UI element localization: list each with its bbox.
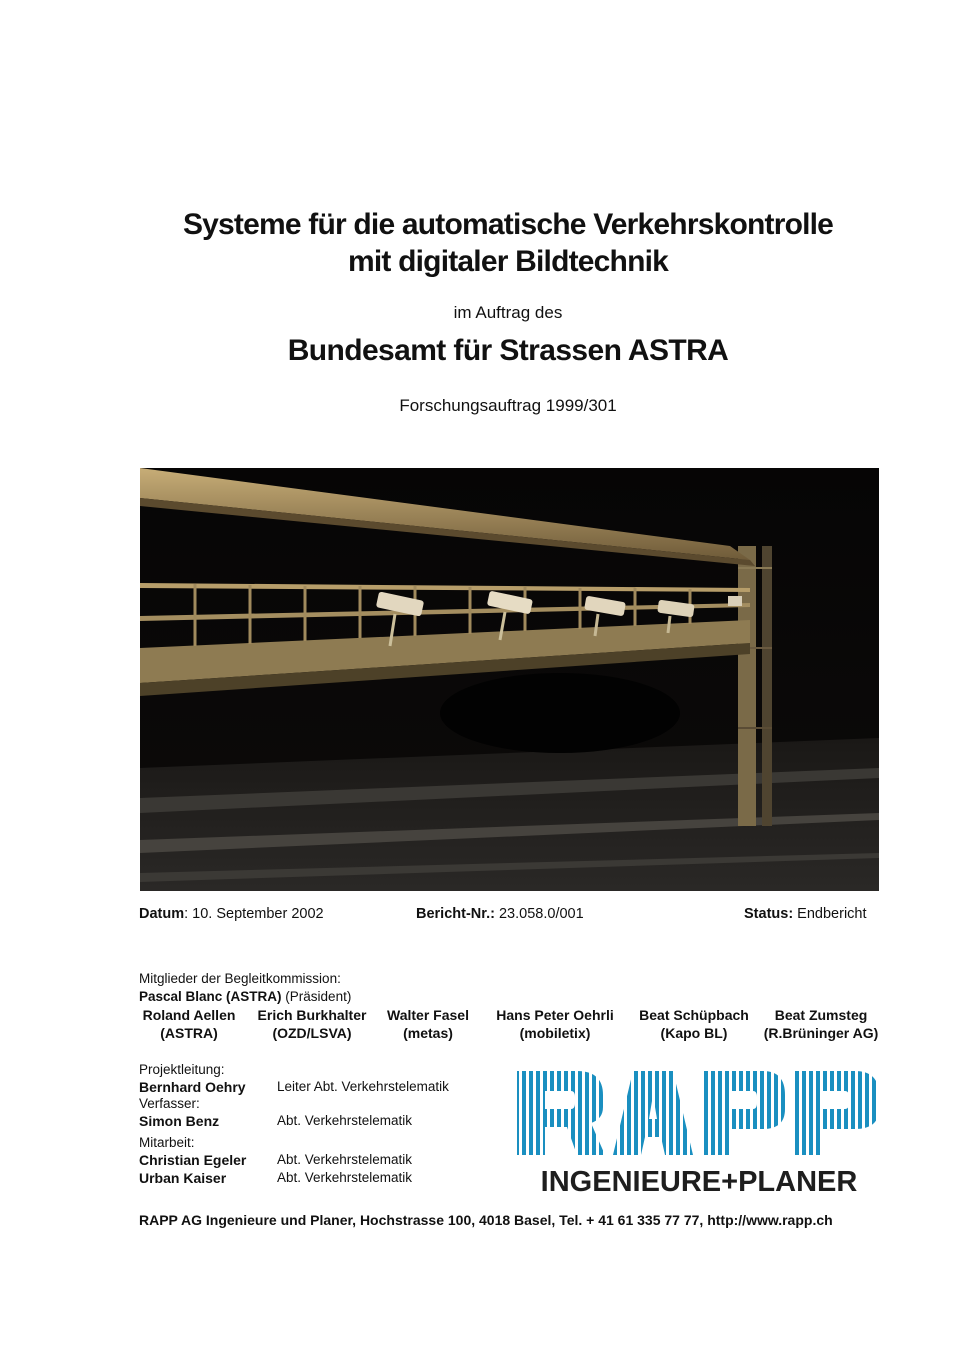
title-line-1: Systeme für die automatische Verkehrskontrolle (182, 208, 834, 241)
date-field (139, 906, 324, 922)
member-name: Hans Peter Oehrli (496, 1007, 614, 1023)
collaborator-role: Abt. Verkehrstelematik (277, 1170, 413, 1185)
collaborator-role: Abt. Verkehrstelematik (277, 1152, 413, 1167)
commission-member (488, 1006, 622, 1042)
project-lead-name: Bernhard Oehry (139, 1079, 246, 1095)
commission-heading: Mitglieder der Begleitkommission: (139, 971, 341, 986)
footer-address: RAPP AG Ingenieure und Planer, Hochstrasse 100, 4018 Basel, Tel. + 41 61 335 77 77, http://www.rapp.ch (139, 1212, 833, 1228)
status-field (744, 906, 867, 922)
author-label: Verfasser: (139, 1096, 200, 1111)
member-name: Beat Zumsteg (774, 1007, 868, 1023)
commission-member (632, 1006, 756, 1042)
title-line-2: mit digitaler Bildtechnik (347, 245, 669, 278)
collaborator-name: Urban Kaiser (139, 1170, 227, 1186)
member-org: (mobiletix) (519, 1025, 591, 1041)
member-org: (Kapo BL) (660, 1025, 728, 1041)
date-label: Datum (139, 906, 185, 922)
status-value: Endbericht (793, 906, 867, 922)
collab-label: Mitarbeit: (139, 1135, 195, 1150)
member-name: Roland Aellen (142, 1007, 236, 1023)
commissioned-by: im Auftrag des (453, 303, 563, 322)
author-role: Abt. Verkehrstelematik (277, 1113, 413, 1128)
gantry-camera-photo (140, 468, 879, 891)
agency-name: Bundesamt für Strassen ASTRA (287, 334, 729, 367)
research-order: Forschungsauftrag 1999/301 (399, 396, 617, 415)
logo-tagline: INGENIEURE+PLANER (540, 1166, 858, 1195)
member-org: (ASTRA) (160, 1025, 218, 1041)
commission-member (758, 1006, 884, 1042)
report-number-field (416, 906, 584, 922)
president-name: Pascal Blanc (ASTRA) (139, 989, 282, 1004)
document-title (100, 206, 916, 280)
report-number-value: 23.058.0/001 (494, 906, 584, 922)
collaborator-name: Christian Egeler (139, 1152, 247, 1168)
commission-member (380, 1006, 476, 1042)
member-org: (R.Brüninger AG) (763, 1025, 879, 1041)
project-lead-role: Leiter Abt. Verkehrstelematik (277, 1079, 449, 1094)
project-lead-label: Projektleitung: (139, 1062, 225, 1077)
president-role: (Präsident) (281, 989, 352, 1004)
member-org: (metas) (403, 1025, 453, 1041)
status-label: Status: (744, 906, 794, 922)
commission-member (252, 1006, 372, 1042)
member-name: Erich Burkhalter (257, 1007, 367, 1023)
date-value: : 10. September 2002 (184, 906, 324, 922)
commission-president (139, 989, 351, 1004)
member-org: (OZD/LSVA) (272, 1025, 352, 1041)
commission-member (136, 1006, 242, 1042)
member-name: Beat Schüpbach (639, 1007, 749, 1023)
rapp-logo (515, 1069, 883, 1195)
member-name: Walter Fasel (387, 1007, 469, 1023)
author-name: Simon Benz (139, 1113, 220, 1129)
report-number-label: Bericht-Nr.: (416, 906, 495, 922)
